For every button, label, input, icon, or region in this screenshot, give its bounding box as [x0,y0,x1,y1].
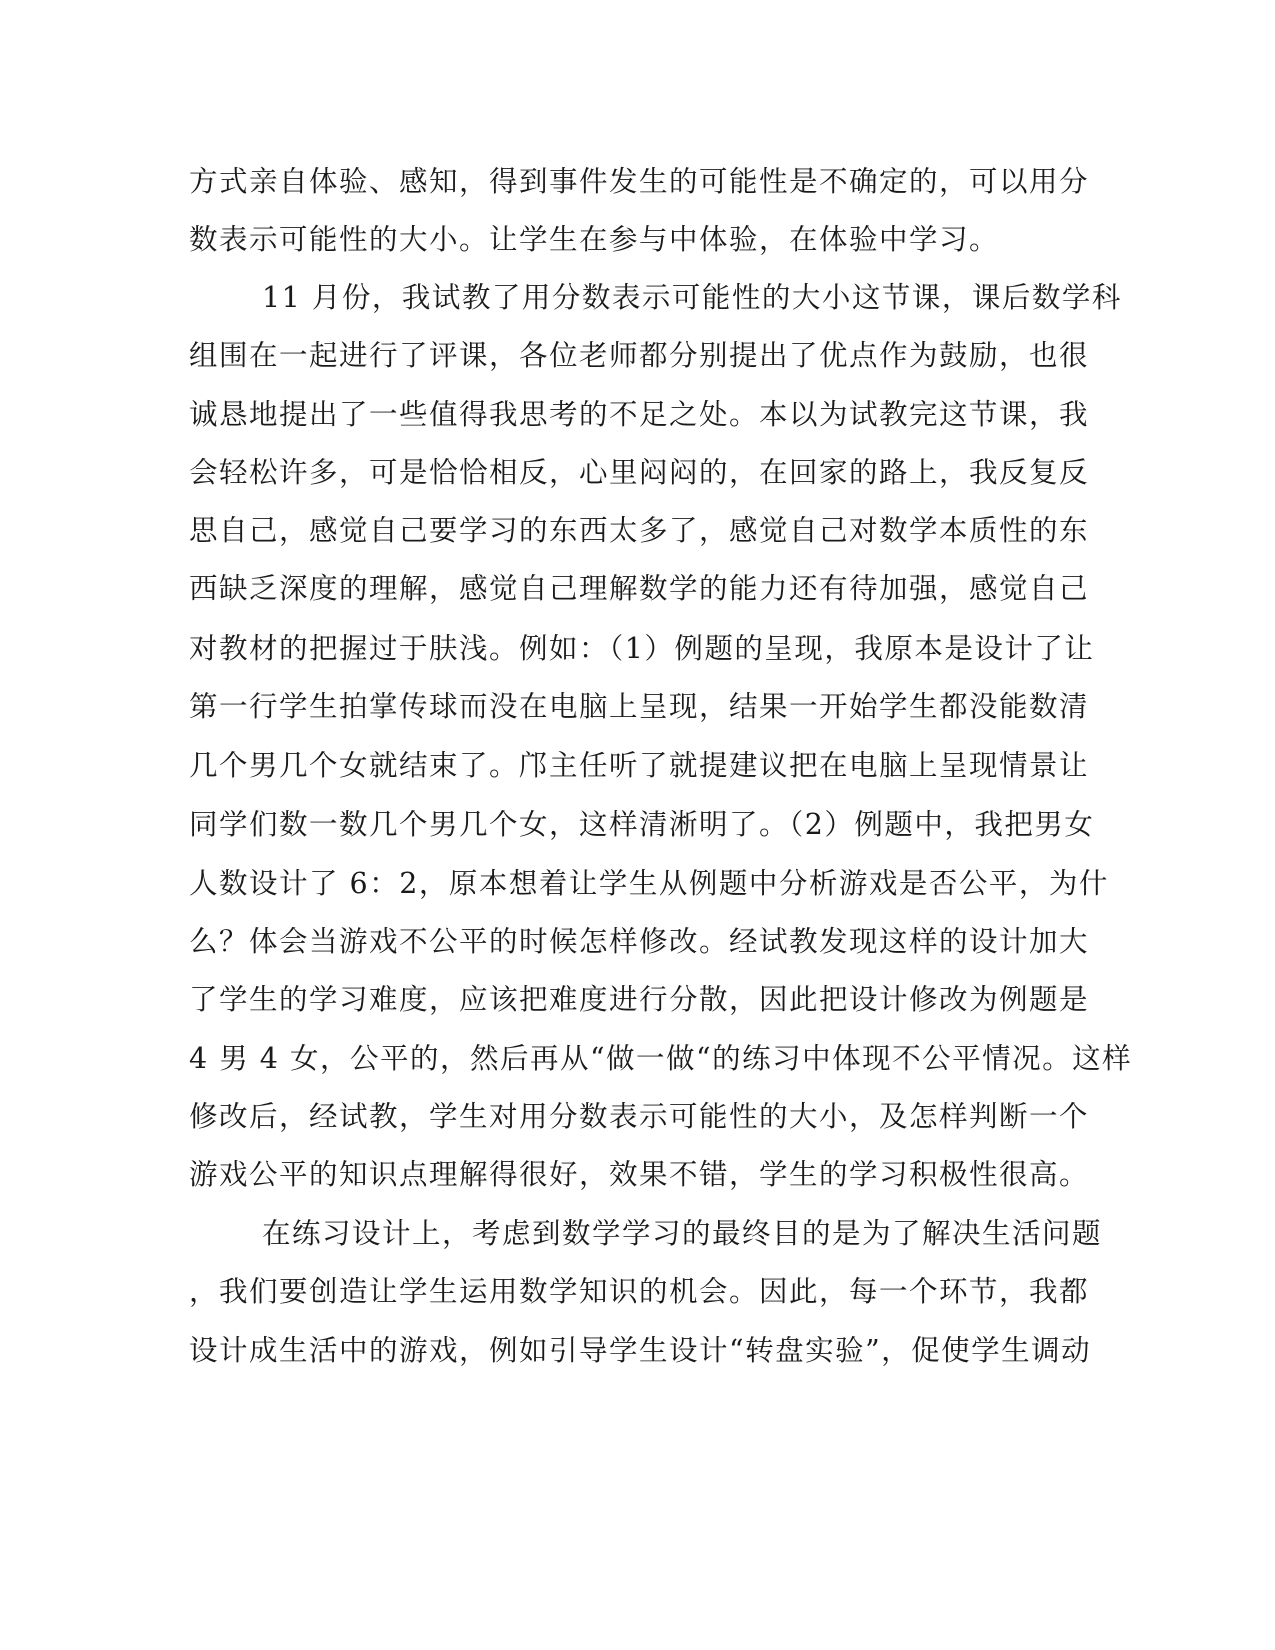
paragraph-line: 几个男几个女就结束了。邝主任听了就提建议把在电脑上呈现情景让 [189,749,1090,782]
paragraph-line: 会轻松许多，可是恰恰相反，心里闷闷的，在回家的路上，我反复反 [189,456,1090,489]
paragraph-line: 人数设计了 6：2，原本想着让学生从例题中分析游戏是否公平，为什 [189,867,1109,900]
paragraph-line: 4 男 4 女，公平的，然后再从“做一做“的练习中体现不公平情况。这样 [189,1042,1133,1075]
paragraph-line: ，我们要创造让学生运用数学知识的机会。因此，每一个环节，我都 [189,1275,1090,1308]
paragraph-line: 第一行学生拍掌传球而没在电脑上呈现，结果一开始学生都没能数清 [189,690,1090,723]
paragraph-line: 组围在一起进行了评课，各位老师都分别提出了优点作为鼓励，也很 [189,339,1090,372]
paragraph-line: 了学生的学习难度，应该把难度进行分散，因此把设计修改为例题是 [189,983,1090,1016]
paragraph-line: 11 月份，我试教了用分数表示可能性的大小这节课，课后数学科 [262,281,1122,314]
paragraph-line: 西缺乏深度的理解，感觉自己理解数学的能力还有待加强，感觉自己 [189,572,1090,605]
paragraph-line: 数表示可能性的大小。让学生在参与中体验，在体验中学习。 [189,223,1000,256]
paragraph-line: 诚恳地提出了一些值得我思考的不足之处。本以为试教完这节课，我 [189,398,1090,431]
paragraph-line: 思自己，感觉自己要学习的东西太多了，感觉自己对数学本质性的东 [189,514,1090,547]
paragraph-line: 方式亲自体验、感知，得到事件发生的可能性是不确定的，可以用分 [189,165,1090,198]
paragraph-line: 么？体会当游戏不公平的时候怎样修改。经试教发现这样的设计加大 [189,925,1090,958]
paragraph-line: 修改后，经试教，学生对用分数表示可能性的大小，及怎样判断一个 [189,1100,1090,1133]
paragraph-line: 对教材的把握过于肤浅。例如：（1）例题的呈现，我原本是设计了让 [189,632,1095,665]
paragraph-line: 同学们数一数几个男几个女，这样清淅明了。（2）例题中，我把男女 [189,808,1095,841]
paragraph-line: 游戏公平的知识点理解得很好，效果不错，学生的学习积极性很高。 [189,1158,1090,1191]
paragraph-line: 设计成生活中的游戏，例如引导学生设计“转盘实验”，促使学生调动 [189,1334,1092,1367]
paragraph-line: 在练习设计上，考虑到数学学习的最终目的是为了解决生活问题 [262,1217,1103,1250]
